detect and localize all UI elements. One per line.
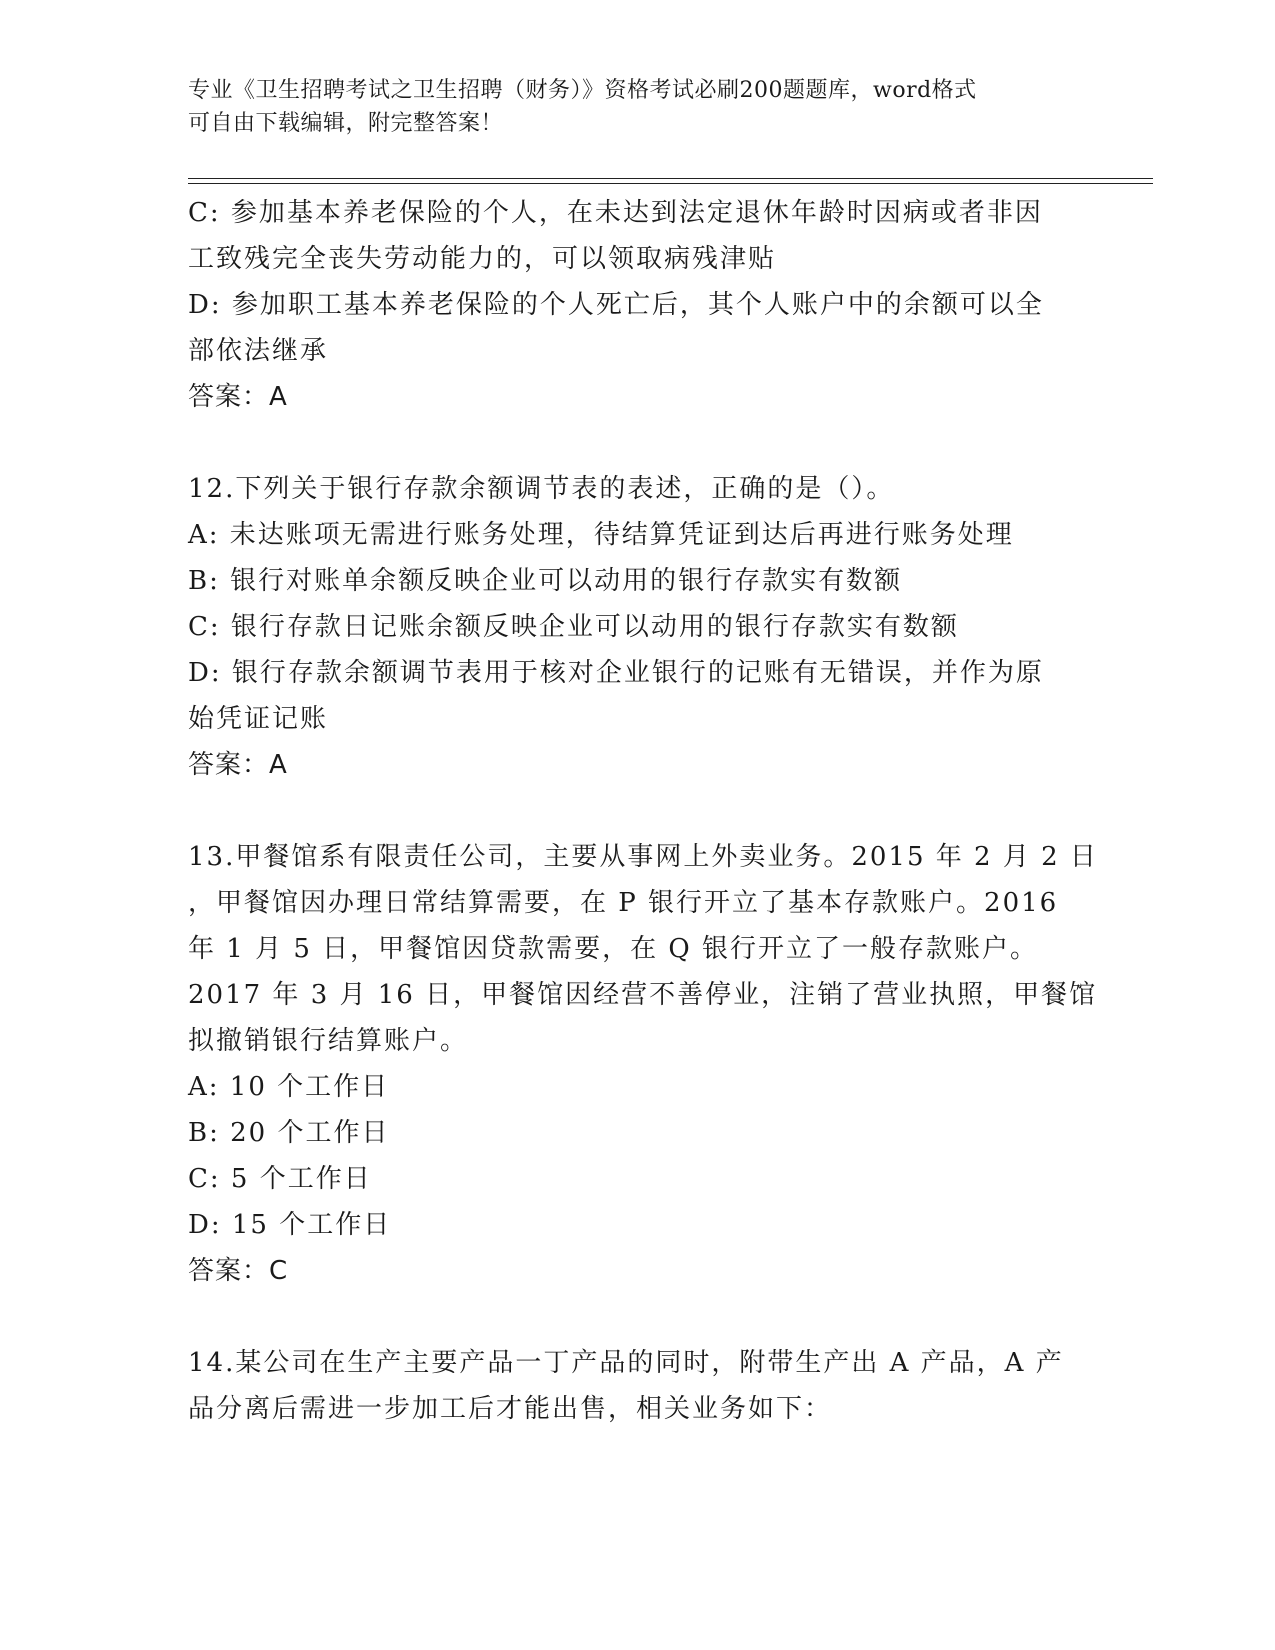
q13-stem-line-1: 13.甲餐馆系有限责任公司，主要从事网上外卖业务。2015 年 2 月 2 日 <box>188 842 1098 872</box>
document-header <box>188 74 1068 140</box>
question-11 <box>188 190 1088 420</box>
q12-option-d-line-2: 始凭证记账 <box>188 704 329 734</box>
q12-answer: 答案：A <box>188 750 288 780</box>
q12-option-a: A: 未达账项无需进行账务处理，待结算凭证到达后再进行账务处理 <box>188 520 1014 550</box>
q13-stem-line-5: 拟撤销银行结算账户。 <box>188 1026 469 1056</box>
spacer <box>188 420 1088 466</box>
header-divider-top <box>188 178 1153 179</box>
header-divider-bottom <box>188 183 1153 184</box>
q13-stem-line-4: 2017 年 3 月 16 日，甲餐馆因经营不善停业，注销了营业执照，甲餐馆 <box>188 980 1098 1010</box>
q11-option-d-line-1: D: 参加职工基本养老保险的个人死亡后，其个人账户中的余额可以全 <box>188 290 1044 320</box>
q11-option-c-line-2: 工致残完全丧失劳动能力的，可以领取病残津贴 <box>188 244 777 274</box>
q12-option-d-line-1: D: 银行存款余额调节表用于核对企业银行的记账有无错误，并作为原 <box>188 658 1044 688</box>
q12-stem: 12.下列关于银行存款余额调节表的表述，正确的是（）。 <box>188 474 895 504</box>
document-body <box>188 190 1098 1432</box>
q13-option-a: A: 10 个工作日 <box>188 1072 390 1102</box>
q13-option-d: D: 15 个工作日 <box>188 1210 392 1240</box>
question-13 <box>188 834 1098 1294</box>
q13-stem-line-3: 年 1 月 5 日，甲餐馆因贷款需要，在 Q 银行开立了一般存款账户。 <box>188 934 1038 964</box>
q14-stem-line-1: 14.某公司在生产主要产品一丁产品的同时，附带生产出 A 产品，A 产 <box>188 1348 1064 1378</box>
q13-option-c: C: 5 个工作日 <box>188 1164 372 1194</box>
q12-option-b: B: 银行对账单余额反映企业可以动用的银行存款实有数额 <box>188 566 903 596</box>
q12-option-c: C: 银行存款日记账余额反映企业可以动用的银行存款实有数额 <box>188 612 959 642</box>
q11-option-c-line-1: C: 参加基本养老保险的个人，在未达到法定退休年龄时因病或者非因 <box>188 198 1043 228</box>
q11-answer: 答案：A <box>188 382 288 412</box>
question-14 <box>188 1340 1088 1432</box>
q13-answer: 答案：C <box>188 1256 289 1286</box>
spacer <box>188 788 1088 834</box>
q13-stem-line-2: ，甲餐馆因办理日常结算需要，在 P 银行开立了基本存款账户。2016 <box>188 888 1059 918</box>
q14-stem-line-2: 品分离后需进一步加工后才能出售，相关业务如下： <box>188 1394 833 1424</box>
q11-option-d-line-2: 部依法继承 <box>188 336 329 366</box>
q13-option-b: B: 20 个工作日 <box>188 1118 390 1148</box>
header-title-line-2: 可自由下载编辑，附完整答案！ <box>188 111 504 136</box>
spacer <box>188 1294 1088 1340</box>
header-title-line-1: 专业《卫生招聘考试之卫生招聘（财务）》资格考试必刷200题题库，word格式 <box>188 78 977 103</box>
question-12 <box>188 466 1088 788</box>
